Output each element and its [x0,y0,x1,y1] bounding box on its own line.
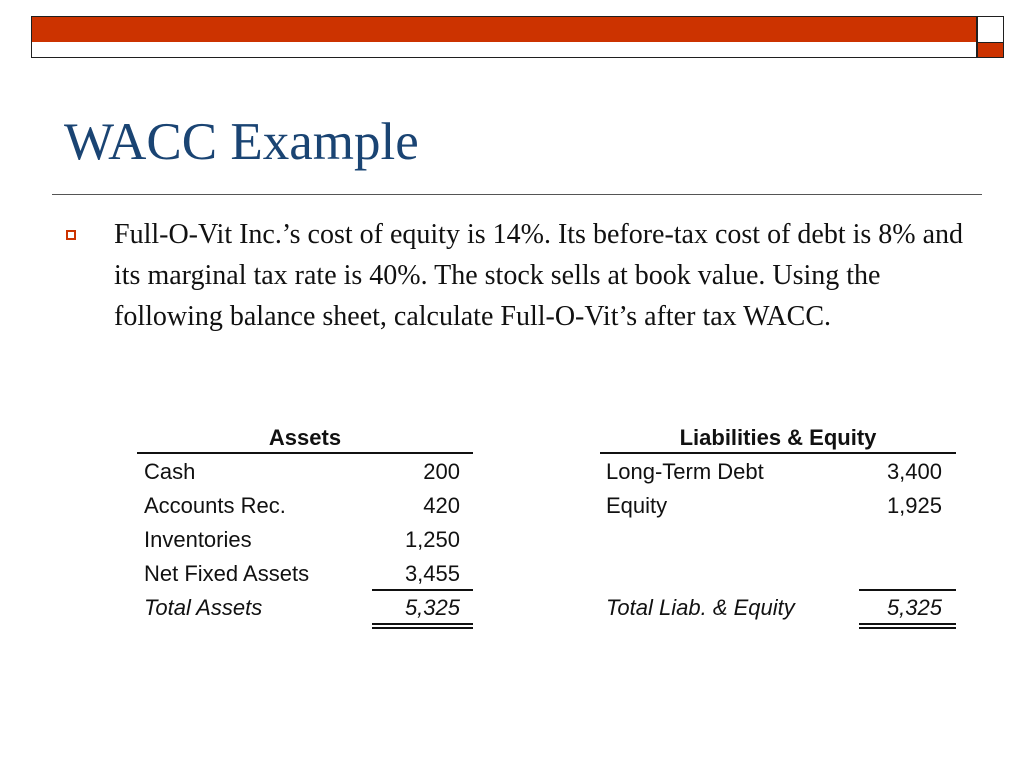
table-row [599,489,956,523]
row-value: 200 [423,459,460,484]
row-label: Net Fixed Assets [144,561,310,586]
row-label: Inventories [144,527,252,552]
double-underline-top [372,623,473,625]
row-value: 1,925 [886,493,942,518]
corner-square-white [977,16,1004,43]
liabilities-header: Liabilities & Equity [600,424,956,454]
table-row [137,455,473,489]
total-label: Total Assets [144,595,263,620]
row-label: Long-Term Debt [606,459,764,484]
bullet-text: Full-O-Vit Inc.’s cost of equity is 14%. Its before-tax cost of debt is 8% and its marginal tax rate is 40%. The stock sells at book value. Using the following balance sheet, calculate Full-O-Vit’s after tax WACC. [114,219,964,332]
total-label: Total Liab. & Equity [606,595,795,620]
total-value: 5,325 [886,595,942,620]
slide-title: WACC Example [64,113,419,171]
top-banner-red-stripe [32,17,976,42]
row-label: Accounts Rec. [144,493,286,518]
hollow-square-bullet-icon [66,230,76,240]
row-label: Cash [144,459,196,484]
table-row [137,557,473,591]
total-row [599,591,956,625]
title-divider [52,194,982,195]
row-value: 420 [423,493,460,518]
total-row [137,591,473,625]
double-underline-bottom [372,627,473,629]
double-underline-bottom [859,627,956,629]
row-value: 1,250 [404,527,460,552]
table-row [137,523,473,557]
double-underline-top [859,623,956,625]
assets-header: Assets [137,424,473,454]
table-row [599,455,956,489]
total-value: 5,325 [404,595,460,620]
row-value: 3,455 [404,561,460,586]
table-row [137,489,473,523]
row-value: 3,400 [886,459,942,484]
row-label: Equity [606,493,668,518]
corner-square-red [977,42,1004,58]
